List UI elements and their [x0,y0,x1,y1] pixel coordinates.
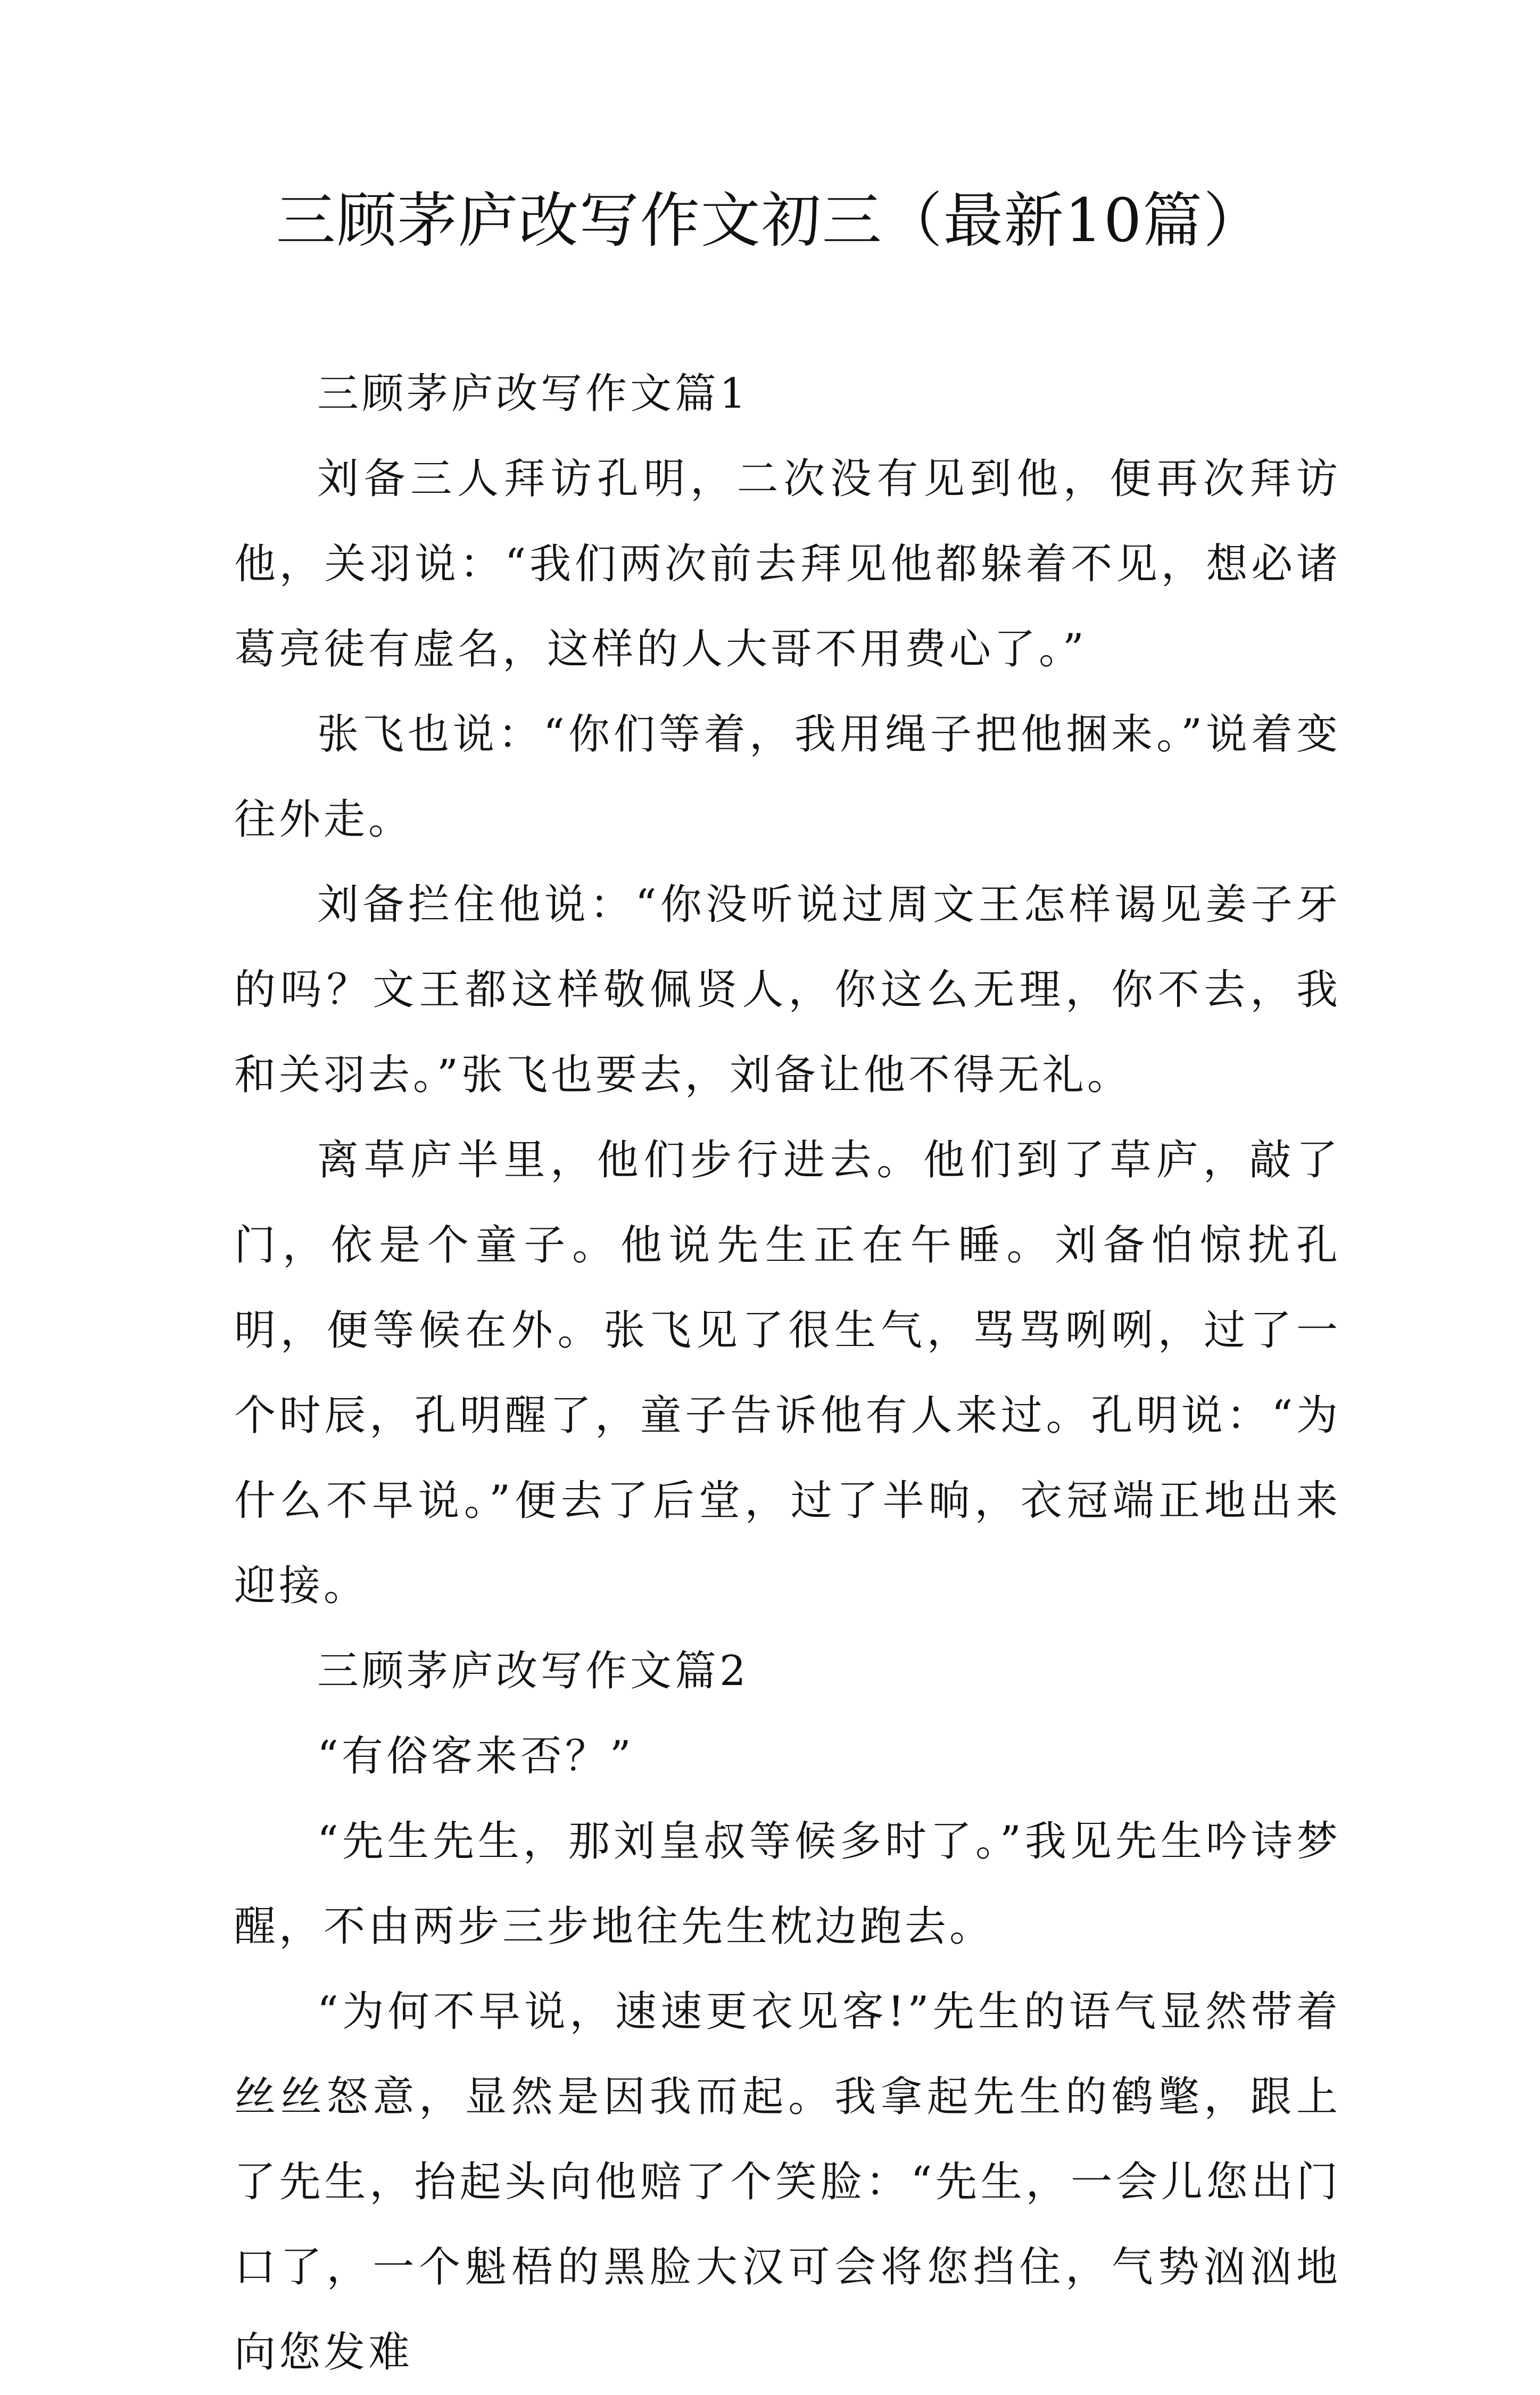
document-title: 三顾茅庐改写作文初三（最新10篇） [276,186,1264,255]
paragraph: “有俗客来否？” [317,1732,634,1780]
paragraph: 刘备拦住他说：“你没听说过周文王怎样谒见姜子牙的吗？文王都这样敬佩贤人，你这么无理，你不去，我和关羽去。”张飞也要去，刘备让他不得无礼。 [234,881,1341,1099]
paragraph: 刘备三人拜访孔明，二次没有见到他，便再次拜访他，关羽说：“我们两次前去拜见他都躲着不见，想必诸葛亮徒有虚名，这样的人大哥不用费心了。” [234,455,1341,673]
paragraph: 张飞也说：“你们等着，我用绳子把他捆来。”说着变往外走。 [234,711,1341,844]
section-heading-2: 三顾茅庐改写作文篇2 [317,1647,749,1695]
paragraph: “先生先生，那刘皇叔等候多时了。”我见先生吟诗梦醒，不由两步三步地往先生枕边跑去。 [234,1818,1341,1951]
paragraph: “为何不早说，速速更衣见客!”先生的语气显然带着丝丝怒意，显然是因我而起。我拿起先生的鹤氅，跟上了先生，抬起头向他赔了个笑脸：“先生，一会儿您出门口了，一个魁梧的黑脸大汉可会将您挡住，气势汹汹地向您发难 [234,1988,1341,2376]
paragraph: 离草庐半里，他们步行进去。他们到了草庐，敲了门，依是个童子。他说先生正在午睡。刘备怕惊扰孔明，便等候在外。张飞见了很生气，骂骂咧咧，过了一个时辰，孔明醒了，童子告诉他有人来过。孔明说：“为什么不早说。”便去了后堂，过了半晌，衣冠端正地出来迎接。 [234,1136,1341,1610]
document-body [234,351,1341,2395]
section-heading-1: 三顾茅庐改写作文篇1 [317,370,749,418]
